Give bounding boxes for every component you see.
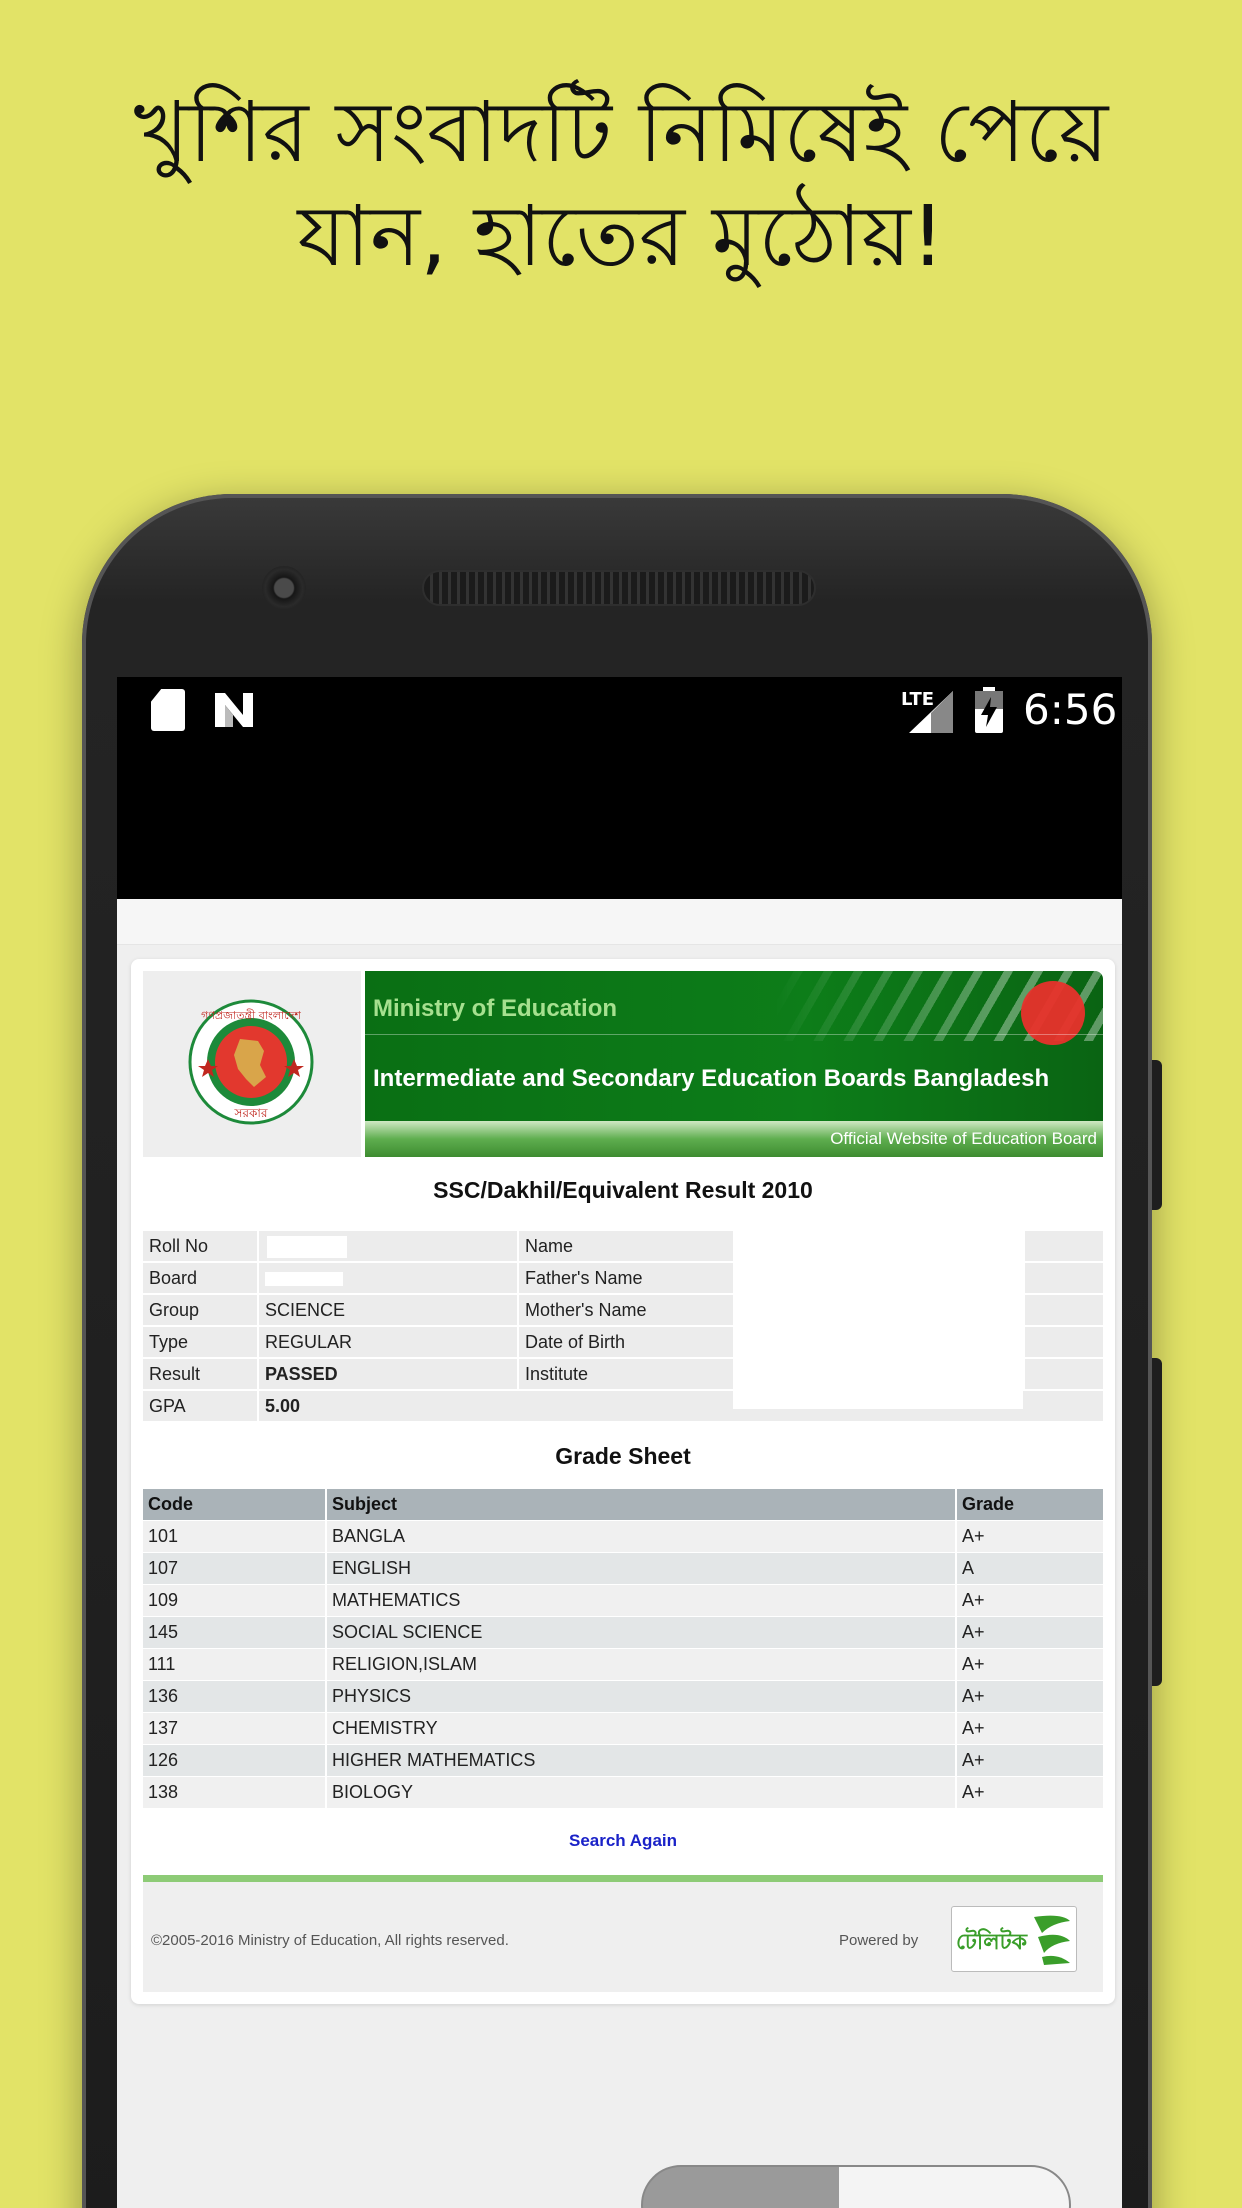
grade-sheet-title: Grade Sheet [555,1443,691,1469]
board-banner [143,971,1103,1157]
subject-code: 145 [143,1617,325,1648]
group-label: Group [143,1295,257,1325]
banner-green-header [365,971,1103,1121]
subject-grade: A+ [957,1521,1103,1552]
info-pad [1025,1327,1103,1357]
gpa-value: 5.00 [259,1391,1103,1421]
banner-subbar [365,1121,1103,1157]
copyright-text: ©2005-2016 Ministry of Education, All rights reserved. [151,1932,509,1949]
grade-row [143,1585,1103,1616]
grade-row [143,1777,1103,1808]
result-label: Result [143,1359,257,1389]
powered-by-label: Powered by [839,1932,919,1949]
subject-header: Subject [327,1489,955,1520]
roll-no-value [259,1231,517,1261]
search-again-link[interactable]: Search Again [568,1831,678,1850]
subject-name: HIGHER MATHEMATICS [327,1745,955,1776]
subject-name: CHEMISTRY [327,1713,955,1744]
battery-charging-icon [975,687,1003,733]
earpiece-speaker [422,570,816,606]
code-header: Code [143,1489,325,1520]
subject-name: BIOLOGY [327,1777,955,1808]
subject-code: 111 [143,1649,325,1680]
svg-text:সরকার: সরকার [234,1106,268,1120]
subject-grade: A+ [957,1777,1103,1808]
subject-name: BANGLA [327,1521,955,1552]
result-value: PASSED [259,1359,517,1389]
board-label: Board [143,1263,257,1293]
subject-grade: A+ [957,1681,1103,1712]
subject-name: PHYSICS [327,1681,955,1712]
subject-name: RELIGION,ISLAM [327,1649,955,1680]
ministry-title: Ministry of Education [373,995,618,1022]
promo-line-1: খুশির সংবাদটি নিমিষেই পেয়ে [133,83,1109,181]
status-time: 6:56 [1023,685,1118,734]
result-title: SSC/Dakhil/Equivalent Result 2010 [433,1177,813,1203]
subject-grade: A [957,1553,1103,1584]
volume-button [1152,1060,1162,1210]
subject-grade: A+ [957,1649,1103,1680]
n-notification-icon [213,691,255,729]
subject-grade: A+ [957,1713,1103,1744]
subject-grade: A+ [957,1585,1103,1616]
subject-grade: A+ [957,1745,1103,1776]
government-seal-icon [188,999,314,1125]
phone-screen [117,677,1122,2208]
promo-line-2: যান, হাতের মুঠোয়! [297,187,945,285]
grade-row [143,1617,1103,1648]
bottom-floating-control[interactable] [641,2165,1071,2208]
toolbar-strip [117,899,1122,945]
subject-code: 126 [143,1745,325,1776]
subject-name: MATHEMATICS [327,1585,955,1616]
type-label: Type [143,1327,257,1357]
power-button [1152,1358,1162,1686]
grade-header: Grade [957,1489,1103,1520]
board-value [259,1263,517,1293]
teletalk-logo-text: টেলিটক [956,1930,1027,1955]
info-pad [1025,1263,1103,1293]
teletalk-logo[interactable] [951,1906,1077,1972]
name-label: Name [519,1231,733,1261]
grade-row [143,1649,1103,1680]
logo-box [143,971,361,1157]
info-pad [1025,1295,1103,1325]
boards-title: Intermediate and Secondary Education Boards Bangladesh [373,1065,1050,1092]
group-value: SCIENCE [259,1295,517,1325]
subject-grade: A+ [957,1617,1103,1648]
grade-row [143,1521,1103,1552]
signal-icon [909,691,953,733]
official-website-label: Official Website of Education Board [830,1129,1097,1148]
type-value: REGULAR [259,1327,517,1357]
institute-label: Institute [519,1359,733,1389]
svg-text:গণপ্রজাতন্ত্রী বাংলাদেশ: গণপ্রজাতন্ত্রী বাংলাদেশ [201,1009,301,1022]
banner-divider [365,1034,1103,1035]
subject-name: ENGLISH [327,1553,955,1584]
grade-row [143,1681,1103,1712]
sd-card-icon [151,689,185,731]
lte-label: LTE [901,689,935,710]
subject-code: 136 [143,1681,325,1712]
grade-row [143,1713,1103,1744]
teletalk-leaf-icon [1032,1911,1072,1967]
date-of-birth-label: Date of Birth [519,1327,733,1357]
redacted-field [265,1272,343,1286]
subject-name: SOCIAL SCIENCE [327,1617,955,1648]
student-photo-area [733,1237,1023,1409]
status-bar [117,677,1122,899]
roll-no-label: Roll No [143,1231,257,1261]
subject-code: 138 [143,1777,325,1808]
mothers-name-label: Mother's Name [519,1295,733,1325]
result-card [131,959,1115,2004]
subject-code: 101 [143,1521,325,1552]
gpa-label: GPA [143,1391,257,1421]
info-pad [1025,1231,1103,1261]
fathers-name-label: Father's Name [519,1263,733,1293]
subject-code: 109 [143,1585,325,1616]
redacted-field [267,1236,347,1258]
subject-code: 107 [143,1553,325,1584]
subject-code: 137 [143,1713,325,1744]
footer [143,1875,1103,1992]
front-camera [262,566,306,610]
flag-emblem [1021,981,1085,1045]
grade-row [143,1745,1103,1776]
info-pad [1025,1359,1103,1389]
grade-header-row [143,1489,1103,1520]
grade-row [143,1553,1103,1584]
promo-headline [0,80,1242,288]
